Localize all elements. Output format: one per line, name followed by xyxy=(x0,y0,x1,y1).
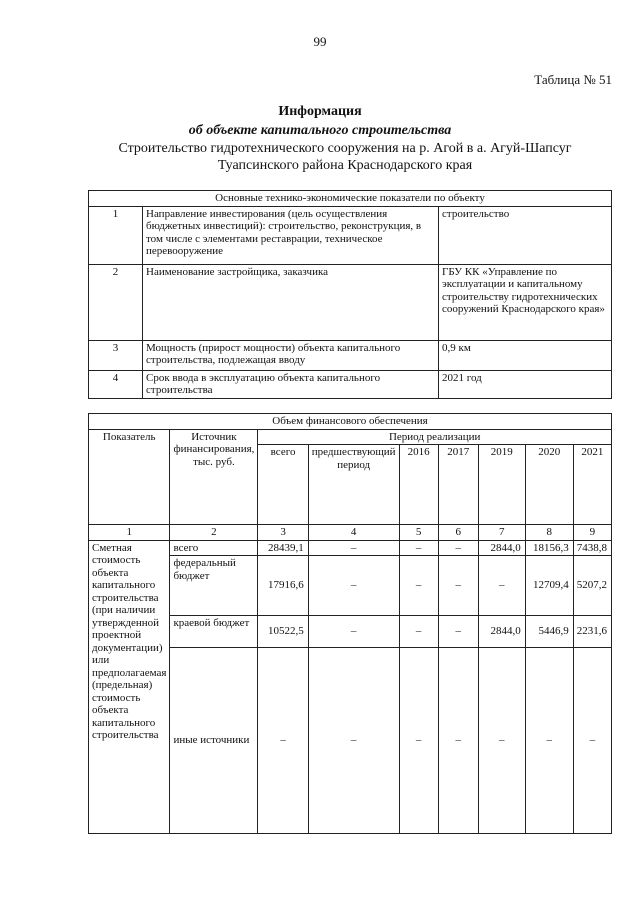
indicator-value: ГБУ КК «Управление по эксплуатации и капитальному строительству гидротехнических сооружений Краснодарского края» xyxy=(439,264,612,340)
indicators-header: Основные технико-экономические показатели по объекту xyxy=(89,191,612,207)
indicators-table xyxy=(88,190,612,399)
indicator-value: строительство xyxy=(439,206,612,264)
indicator-name: Направление инвестирования (цель осуществления бюджетных инвестиций): строительство, реконструкция, в том числе с элементами реставрации, техническое перевооружение xyxy=(143,206,439,264)
col-number: 2 xyxy=(170,525,258,541)
finance-header: Объем финансового обеспечения xyxy=(89,414,612,430)
row-number: 4 xyxy=(89,370,143,398)
col-year: 2016 xyxy=(399,445,438,525)
value-cell: – xyxy=(573,648,611,834)
value-cell: 28439,1 xyxy=(258,540,308,556)
value-cell: 2844,0 xyxy=(478,616,525,648)
row-number: 1 xyxy=(89,206,143,264)
col-number: 6 xyxy=(438,525,478,541)
value-cell: – xyxy=(308,556,399,616)
page-number: 99 xyxy=(313,34,327,49)
value-cell: 2844,0 xyxy=(478,540,525,556)
value-cell: – xyxy=(438,556,478,616)
finance-table xyxy=(88,413,612,834)
table-label: Таблица № 51 xyxy=(534,72,612,87)
value-cell: – xyxy=(438,648,478,834)
value-cell: – xyxy=(308,540,399,556)
col-year: 2017 xyxy=(438,445,478,525)
object-name: Строительство гидротехнического сооружения на р. Агой в а. Агуй-Шапсуг Туапсинского района Краснодарского края xyxy=(118,141,572,173)
value-cell: – xyxy=(399,556,438,616)
col-number: 9 xyxy=(573,525,611,541)
indicator-name: Срок ввода в эксплуатацию объекта капитального строительства xyxy=(143,370,439,398)
col-indicator: Показатель xyxy=(89,429,170,525)
col-total: всего xyxy=(258,445,308,525)
row-number: 2 xyxy=(89,264,143,340)
value-cell: 17916,6 xyxy=(258,556,308,616)
col-number: 4 xyxy=(308,525,399,541)
indicator-text: Сметная стоимость объекта капитального строительства (при наличии утвержденной проектной документации) или предполагаемая (предельная) стоимость объекта капитального строительства xyxy=(89,540,170,834)
document-subtitle: об объекте капитального строительства xyxy=(188,123,452,138)
value-cell: 18156,3 xyxy=(525,540,573,556)
col-number: 8 xyxy=(525,525,573,541)
value-cell: – xyxy=(438,540,478,556)
source-label: всего xyxy=(170,540,258,556)
value-cell: 10522,5 xyxy=(258,616,308,648)
col-prev-period: предшествующий период xyxy=(308,445,399,525)
indicator-row xyxy=(89,264,612,340)
source-label: краевой бюджет xyxy=(170,616,258,648)
col-period: Период реализации xyxy=(258,429,612,445)
value-cell: – xyxy=(478,648,525,834)
value-cell: – xyxy=(258,648,308,834)
value-cell: – xyxy=(308,648,399,834)
col-source: Источник финансирования, тыс. руб. xyxy=(170,429,258,525)
source-label: федеральный бюджет xyxy=(170,556,258,616)
source-label: иные источники xyxy=(170,648,258,834)
indicator-name: Наименование застройщика, заказчика xyxy=(143,264,439,340)
row-number: 3 xyxy=(89,340,143,370)
col-number: 5 xyxy=(399,525,438,541)
value-cell: 5446,9 xyxy=(525,616,573,648)
col-number: 3 xyxy=(258,525,308,541)
value-cell: – xyxy=(399,616,438,648)
value-cell: – xyxy=(438,616,478,648)
value-cell: 12709,4 xyxy=(525,556,573,616)
col-number: 1 xyxy=(89,525,170,541)
indicator-row xyxy=(89,370,612,398)
indicator-value: 2021 год xyxy=(439,370,612,398)
indicator-name: Мощность (прирост мощности) объекта капитального строительства, подлежащая вводу xyxy=(143,340,439,370)
finance-row xyxy=(89,540,612,556)
value-cell: – xyxy=(308,616,399,648)
column-numbers-row xyxy=(89,525,612,541)
col-year: 2021 xyxy=(573,445,611,525)
col-number: 7 xyxy=(478,525,525,541)
col-year: 2020 xyxy=(525,445,573,525)
indicator-row xyxy=(89,340,612,370)
value-cell: 2231,6 xyxy=(573,616,611,648)
value-cell: – xyxy=(478,556,525,616)
value-cell: – xyxy=(525,648,573,834)
col-year: 2019 xyxy=(478,445,525,525)
indicator-value: 0,9 км xyxy=(439,340,612,370)
value-cell: 7438,8 xyxy=(573,540,611,556)
document-title: Информация xyxy=(278,104,362,119)
value-cell: 5207,2 xyxy=(573,556,611,616)
value-cell: – xyxy=(399,540,438,556)
value-cell: – xyxy=(399,648,438,834)
indicator-row xyxy=(89,206,612,264)
